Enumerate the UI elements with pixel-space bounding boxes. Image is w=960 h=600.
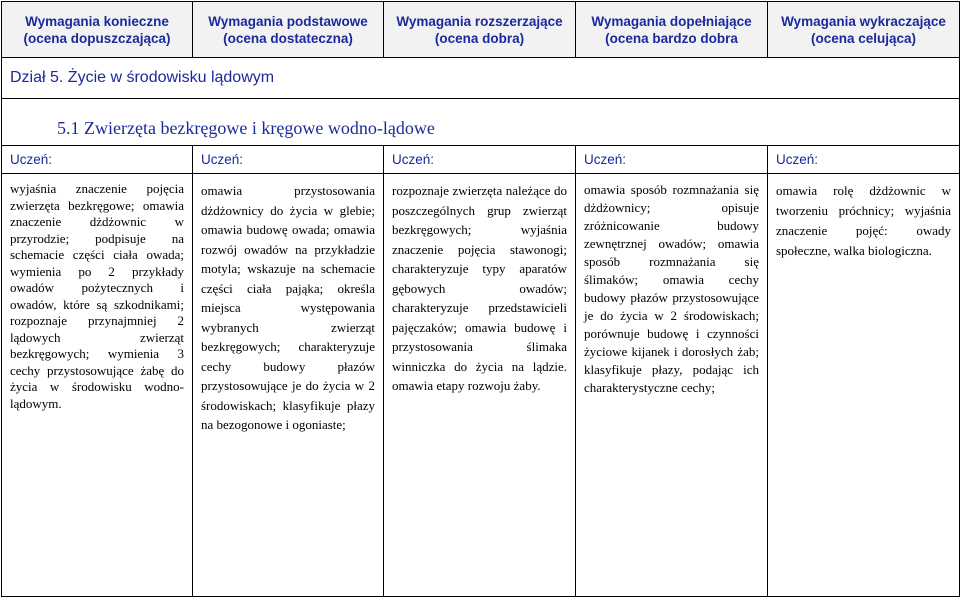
header-grade: (ocena bardzo dobra: [605, 30, 738, 46]
header-row: [2, 2, 960, 58]
header-grade: (ocena dopuszczająca): [23, 30, 171, 46]
header-cell-konieczne: [2, 2, 193, 58]
header-grade: (ocena celująca): [810, 30, 917, 46]
student-label: Uczeń:: [576, 146, 768, 174]
header-cell-rozszerzajace: [384, 2, 576, 58]
topic-row: [2, 99, 960, 146]
requirement-wykraczajace: omawia rolę dżdżownic w tworzeniu próchnicy; wyjaśnia znaczenie pojęć: owady społeczne, walka biologiczna.: [768, 174, 960, 597]
header-title: Wymagania wykraczające: [781, 13, 946, 29]
topic-title: 5.1 Zwierzęta bezkręgowe i kręgowe wodno-lądowe: [2, 99, 960, 146]
requirement-konieczne: wyjaśnia znaczenie pojęcia zwierzęta bezkręgowe; omawia znaczenie dżdżownic w przyrodzie; podpisuje na schemacie części ciała owada; wymienia po 2 przykłady owadów pożytecznych i owadów, które są szkodnikami; rozpoznaje przynajmniej 2 lądowych zwierząt bezkręgowych; wymienia 3 cechy przystosowujące żabę do życia w środowisku wodno-lądowym.: [2, 174, 193, 597]
header-title: Wymagania rozszerzające: [396, 13, 563, 29]
header-grade: (ocena dostateczna): [223, 30, 353, 46]
student-label-row: [2, 146, 960, 174]
header-cell-wykraczajace: [768, 2, 960, 58]
requirement-rozszerzajace: rozpoznaje zwierzęta należące do poszczególnych grup zwierząt bezkręgowych; wyjaśnia znaczenie pojęcia stawonogi; charakteryzuje typy aparatów gębowych owadów; charakteryzuje przedstawicieli pajęczaków; omawia budowę i przystosowania ślimaka winniczka do życia na lądzie. omawia etapy rozwoju żaby.: [384, 174, 576, 597]
section-row: [2, 58, 960, 99]
student-label: Uczeń:: [193, 146, 384, 174]
header-title: Wymagania podstawowe: [208, 13, 368, 29]
requirements-row: [2, 174, 960, 597]
student-label: Uczeń:: [768, 146, 960, 174]
student-label: Uczeń:: [384, 146, 576, 174]
student-label: Uczeń:: [2, 146, 193, 174]
requirement-dopelniajace: omawia sposób rozmnażania się dżdżownicy; opisuje zróżnicowanie budowy zewnętrznej owadów; omawia sposób rozmnażania się ślimaków; omawia cechy budowy płazów przystosowujące je do życia w 2 środowiskach; porównuje budowę i czynności życiowe kijanek i dorosłych żab; klasyfikuje płazy, podając ich charakterystyczne cechy;: [576, 174, 768, 597]
requirements-table: [1, 1, 960, 597]
header-grade: (ocena dobra): [434, 30, 525, 46]
header-cell-podstawowe: [193, 2, 384, 58]
header-cell-dopelniajace: [576, 2, 768, 58]
header-title: Wymagania konieczne: [25, 13, 169, 29]
requirement-podstawowe: omawia przystosowania dżdżownicy do życia w glebie; omawia budowę owada; omawia rozwój owadów na przykładzie motyla; wskazuje na schemacie części ciała pająka; określa miejsca występowania wybranych zwierząt bezkręgowych; charakteryzuje cechy budowy płazów przystosowujące je do życia w 2 środowiskach; klasyfikuje płazy na bezogonowe i ogoniaste;: [193, 174, 384, 597]
section-title: Dział 5. Życie w środowisku lądowym: [2, 58, 960, 99]
header-title: Wymagania dopełniające: [591, 13, 752, 29]
